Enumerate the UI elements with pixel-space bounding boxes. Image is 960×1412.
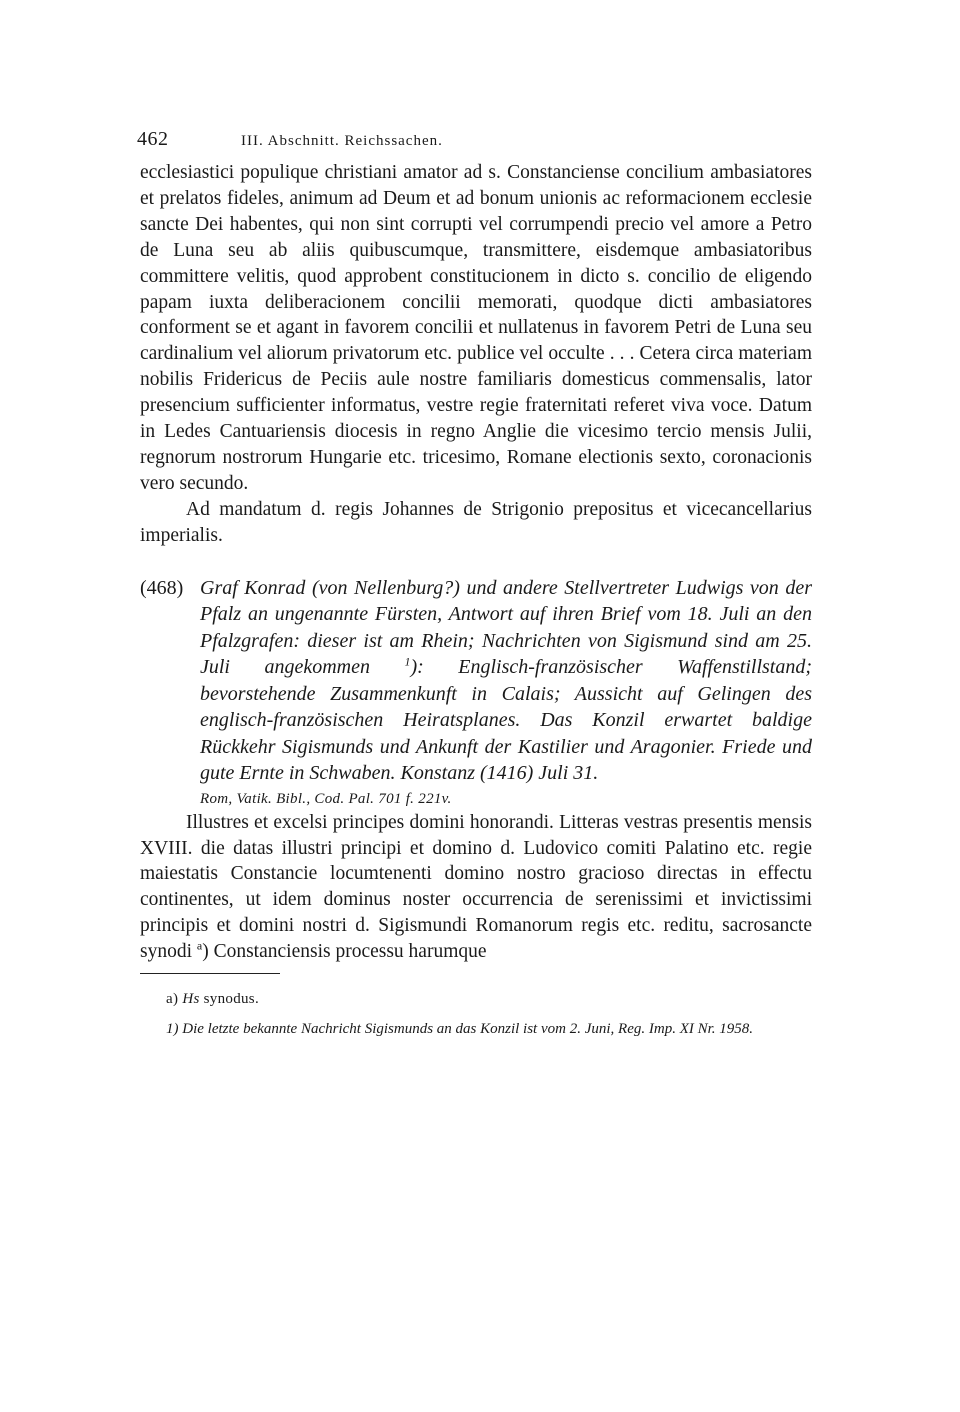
- document-text: [140, 810, 812, 965]
- document-entry: [140, 575, 812, 787]
- letter-paragraph: ecclesiastici populique christiani amator ad s. Constanciense concilium ambasiatores et prelatos fideles, animum ad Deum et ad bonum unionis ac reformacionem ecclesie sancte Dei habentes, qui non sint corrupti vel corrumpendi precio vel amore a Petro de Luna seu ab aliis quibuscumque, transmittere, eisdemque ambasiatoribus committere velitis, quod approbent constitucionem in dicto s. concilio de eligendo papam iuxta deliberacionem concilii memorati, quodque dicti ambasiatores conforment se et agant in favorem concilii et nullatenus in favorem Petri de Luna seu cardinalium vel aliorum privatorum etc. publice vel occulte . . . Cetera circa materiam nobilis Fridericus de Peciis aule nostre familiaris domesticus commensalis, lator presencium sufficienter informatus, vestre regie fraternitati referet viva voce. Datum in Ledes Cantuariensis diocesis in regno Anglie die vicesimo tercio mensis Julii, regnorum nostrorum Hungarie etc. tricesimo, Romane electionis sexto, coronacionis vero secundo.: [140, 162, 812, 494]
- page-number: 462: [137, 128, 169, 150]
- section-title: III. Abschnitt. Reichssachen.: [241, 133, 443, 149]
- footnote-1: [140, 1018, 812, 1040]
- letter-text: [140, 160, 812, 549]
- footnote-a: [140, 988, 812, 1010]
- footnote-divider: [140, 973, 280, 974]
- footnote-marker: 1: [404, 654, 411, 669]
- footnote-1-text: Die letzte bekannte Nachricht Sigismunds an das Konzil ist vom 2. Juni, Reg. Imp. XI Nr. 1958.: [182, 1021, 754, 1038]
- running-head: [137, 128, 812, 160]
- footnote-a-hs: Hs: [182, 991, 200, 1008]
- letter-subscription: Ad mandatum d. regis Johannes de Strigonio prepositus et vicecancellarius imperialis.: [140, 498, 812, 546]
- footnote-a-marker: a): [166, 991, 179, 1008]
- footnote-marker: a: [196, 938, 203, 953]
- document-paragraph-text: Illustres et excelsi principes domini honorandi. Litteras vestras presentis mensis XVIII. die datas illustri principi et domino d. Ludovico comiti Palatino etc. regie maiestatis Constancie locumtenenti domino nostro gracioso directas in effectu continentes, ut idem dominus noster occurrencia de serenissimi et invictissimi principis et domini nostri d. Sigismundi Romanorum regis etc. reditu, sacrosancte synodi: [140, 811, 812, 963]
- document-paragraph-text-continued: ) Constanciensis processu harumque: [202, 941, 487, 963]
- source-citation: Rom, Vatik. Bibl., Cod. Pal. 701 f. 221v.: [200, 790, 452, 807]
- document-heading-text: Graf Konrad (von Nellenburg?) und andere Stellvertreter Ludwigs von der Pfalz an ungenannte Fürsten, Antwort auf ihren Brief vom 18. Juli an den Pfalzgrafen: dieser ist am Rhein; Nachrichten von Sigismund sind am 25. Juli angekommen: [200, 576, 812, 679]
- document-heading: [200, 575, 812, 787]
- page: [137, 128, 812, 1040]
- document-paragraph: [140, 810, 812, 965]
- footnotes: [140, 988, 812, 1040]
- document-heading-text-continued: ): Englisch-französischer Waffenstillstand; bevorstehende Zusammenkunft in Calais; Aussicht auf Gelingen des englisch-französischen Heiratsplanes. Das Konzil erwartet baldige Rückkehr Sigismunds und Ankunft der Kastilier und Aragonier. Friede und gute Ernte in Schwaben. Konstanz (1416) Juli 31.: [200, 656, 812, 785]
- footnote-1-marker: 1): [166, 1021, 179, 1038]
- footnote-a-text: synodus.: [203, 991, 259, 1008]
- document-number: (468): [140, 576, 184, 599]
